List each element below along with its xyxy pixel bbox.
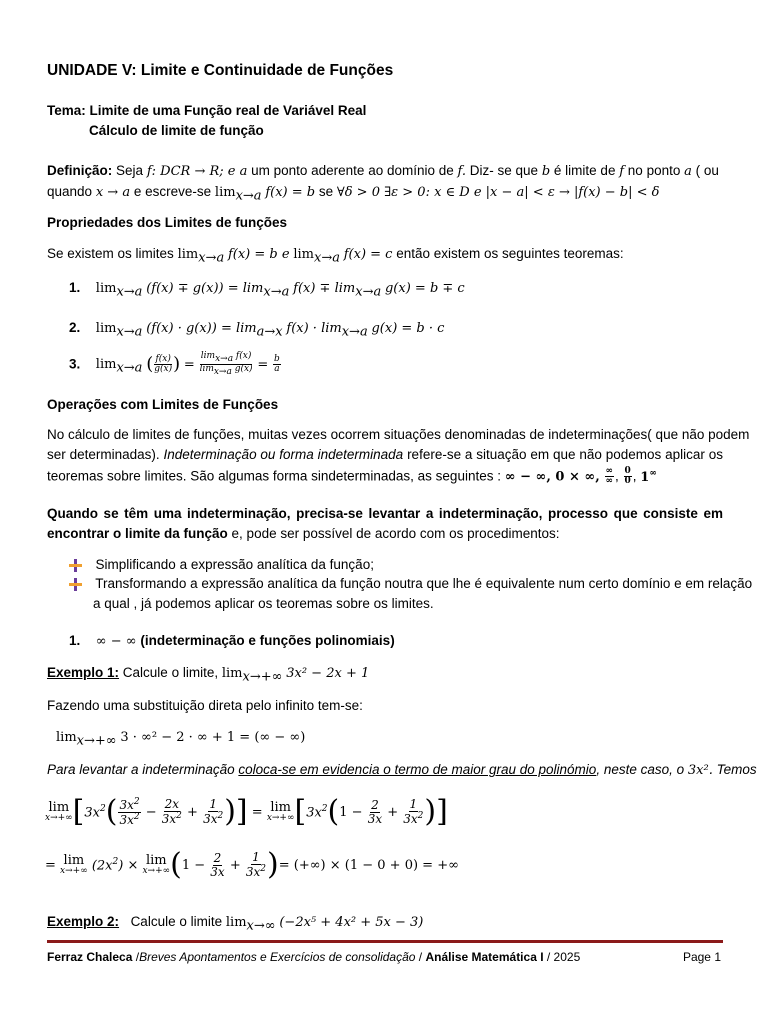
tema-line1: Tema: Limite de uma Função real de Variável Real	[47, 103, 367, 118]
operacoes-heading: Operações com Limites de Funções	[47, 397, 279, 412]
operacoes-p1-line3: teoremas sobre limites. São algumas forma sindeterminadas, as seguintes : ∞ − ∞, 0 × ∞, $\frac{\infty}{\infty}$ , $\frac{0}{0}$ , 1∞	[47, 466, 657, 487]
operacoes-p2-line1: Quando se têm uma indeterminação, precisa-se levantar a indeterminação, processo que consiste em	[47, 506, 723, 521]
theorem-2: 2. $\lim_{x\to a} (f(x) \cdot g(x)) = \lim_{a\to x} f(x) \cdot \lim_{x\to a} g(x) = b \cdot c$	[69, 320, 445, 340]
exemplo-2: Exemplo 2: Calcule o limite $\lim_{x\to\infty} (-2x^5 + 4x^2 + 5x - 3)$	[47, 914, 424, 934]
operacoes-p1-line1: No cálculo de limites de funções, muitas vezes ocorrem situações denominadas de indeterminações( que não podem	[47, 427, 750, 442]
footer-rule	[47, 940, 723, 943]
page-number: Page 1	[682, 950, 721, 964]
exemplo-1-substitution-text: Fazendo uma substituição direta pelo infinito tem-se:	[47, 698, 363, 713]
bullet-item-2: Transformando a expressão analítica da função noutra que lhe é equivalente num certo domínio e em relação	[69, 576, 752, 592]
section-1-heading: 1. ∞ − ∞ (indeterminação e funções polinomiais)	[69, 633, 395, 649]
bullet-marker-icon	[69, 559, 82, 572]
bullet-item-1: Simplificando a expressão analítica da função;	[69, 557, 374, 573]
theorem-3: 3. $\lim_{x\to a}$ ( $\frac{f(x)}{g(x)}$ ) = $\frac{\lim_{x\to a} f(x)}{\lim_{x\to a} g(x)}$ = $\frac{b}{a}$	[69, 351, 280, 378]
operacoes-p1-line2: ser determinadas). Indeterminação ou forma indeterminada refere-se a situação em que não podemos aplicar os	[47, 447, 724, 462]
exemplo-1-equation-2: = lim x→+∞ $(2x^2)$ × lim x→+∞ ( 1 − $\frac{2}{3x}$ + $\frac{1}{3x^2}$ ) = (+∞) × (1 − 0 + 0) = +∞	[45, 847, 459, 882]
theorem-1: 1. $\lim_{x\to a} (f(x) \mp g(x)) = \lim_{x\to a} f(x) \mp \lim_{x\to a} g(x) = b \mp c$	[69, 280, 465, 300]
operacoes-p2-line2: encontrar o limite da função e, pode ser possível de acordo com os procedimentos:	[47, 526, 560, 541]
bullet-marker-icon	[69, 578, 82, 591]
bullet-item-2-cont: a qual , já podemos aplicar os teoremas sobre os limites.	[93, 596, 434, 611]
exemplo-1-substitution-expr: $\lim_{x\to+\infty} 3 \cdot \infty^2 - 2$ · ∞ + 1 = (∞ − ∞)	[56, 730, 306, 749]
exemplo-1-levantar: Para levantar a indeterminação coloca-se em evidencia o termo de maior grau do polinómio, neste caso, o 3x². Temos	[47, 762, 757, 778]
definition-line1: Definição: Seja f: DCR → R; e a um ponto aderente ao domínio de f. Diz- se que b é limite de f no ponto a ( ou	[47, 163, 719, 179]
propriedades-heading: Propriedades dos Limites de funções	[47, 215, 288, 230]
definition-line2: quando x → a e escreve-se $\lim_{x\to a} f(x) = b$ se ∀δ > 0 ∃ε > 0: x ∈ D e |x − a| < ε → |f(x) − b| < δ	[47, 184, 660, 204]
exemplo-1-equation-1: lim x→+∞ [ $3x^2$ ( $\frac{3x^2}{3x^2}$ − $\frac{2x}{3x^2}$ + $\frac{1}{3x^2}$ ) ] = lim x→+∞ [ $3x^2$ ( 1 − $\frac{2}{3x}$ + $\frac{1}{3x^2}$ ) ]	[45, 794, 448, 829]
page-title: UNIDADE V: Limite e Continuidade de Funções	[47, 62, 394, 79]
tema-line2: Cálculo de limite de função	[89, 123, 264, 138]
propriedades-intro: Se existem os limites $\lim_{x\to a} f(x) = b$ e $\lim_{x\to a} f(x) = c$ então existem os seguintes teoremas:	[47, 246, 624, 266]
exemplo-1: Exemplo 1: Calcule o limite, $\lim_{x\to+\infty} 3x^2 - 2x + 1$	[47, 665, 370, 685]
footer-text: Ferraz Chaleca /Breves Apontamentos e Exercícios de consolidação / Análise Matemática I / 2025	[47, 950, 581, 964]
